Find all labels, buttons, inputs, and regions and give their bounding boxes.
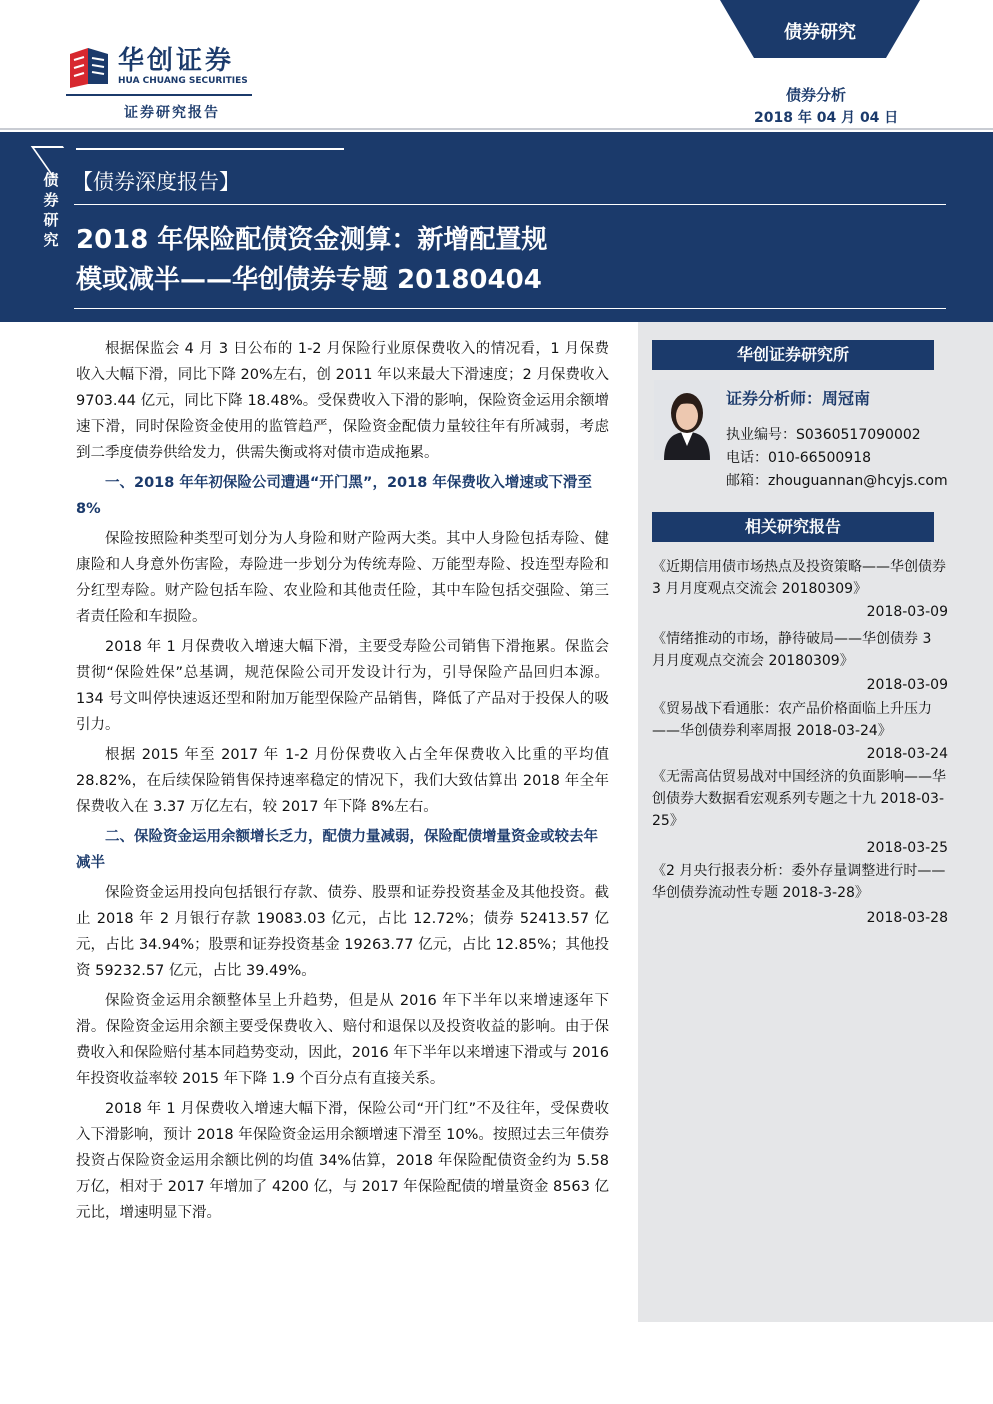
report-body	[76, 336, 609, 1230]
related-report-date: 2018-03-28	[866, 910, 948, 926]
related-reports-header: 相关研究报告	[652, 512, 934, 542]
related-report-1[interactable]: 《近期信用债市场热点及投资策略——华创债券 3 月月度观点交流会 20180309》	[652, 559, 946, 597]
banner-side-label: 债 券 研 究	[43, 171, 59, 249]
analyst-name: 证券分析师：周冠南	[726, 389, 871, 408]
section-heading-1: 一、2018 年年初保险公司遭遇“开门黑”，2018 年保费收入增速或下滑至 8%	[76, 475, 592, 517]
analyst-email[interactable]: 邮箱：zhouguannan@hcyjs.com	[726, 473, 948, 489]
related-report-date: 2018-03-09	[866, 604, 948, 620]
logo-subtitle: 证券研究报告	[124, 105, 220, 121]
banner-rule-top	[74, 204, 946, 205]
report-kind: 【债券深度报告】	[72, 170, 240, 194]
analyst-phone: 电话：010-66500918	[726, 450, 872, 466]
related-report-3[interactable]: 《贸易战下看通胀：农产品价格面临上升压力——华创债券利率周报 2018-03-24》	[652, 701, 932, 739]
body-paragraph: 保险资金运用投向包括银行存款、债券、股票和证券投资基金及其他投资。截止 2018 年 2 月银行存款 19083.03 亿元，占比 12.72%；债券 52413.57 亿元，占比 34.94%；股票和证券投资基金 19263.77 亿元，占比 12.85%；其他投资 59232.57 亿元，占比 39.49%。	[76, 885, 609, 979]
body-paragraph: 2018 年 1 月保费收入增速大幅下滑，主要受寿险公司销售下滑拖累。保监会贯彻“保险姓保”总基调，规范保险公司开发设计行为，引导保险产品回归本源。134 号文叫停快速返还型和附加万能型保险产品销售，降低了产品对于投保人的吸引力。	[76, 639, 609, 733]
document-type: 债券分析	[786, 86, 847, 104]
body-paragraph: 保险资金运用余额整体呈上升趋势，但是从 2016 年下半年以来增速逐年下滑。保险资金运用余额主要受保费收入、赔付和退保以及投资收益的影响。由于保费收入和保险赔付基本同趋势变动，因此，2016 年下半年以来增速下滑或与 2016 年投资收益率较 2015 年下降 1.9 个百分点有直接关系。	[76, 993, 609, 1087]
section-heading-2: 二、保险资金运用余额增长乏力，配债力量减弱，保险配债增量资金或较去年减半	[76, 829, 598, 871]
related-report-date: 2018-03-09	[866, 677, 948, 693]
analyst-photo	[654, 380, 720, 460]
logo-chinese-name: 华创证券	[118, 46, 235, 76]
report-title: 2018 年保险配债资金测算：新增配置规 模或减半——华创债券专题 20180404	[76, 225, 548, 295]
related-report-2[interactable]: 《情绪推动的市场，静待破局——华创债券 3 月月度观点交流会 20180309》	[652, 631, 932, 669]
related-report-date: 2018-03-25	[866, 840, 948, 856]
body-paragraph: 2018 年 1 月保费收入增速大幅下滑，保险公司“开门红”不及往年，受保费收入下滑影响，预计 2018 年保险资金运用余额增速下滑至 10%。按照过去三年债券投资占保险资金运用余额比例的均值 34%估算，2018 年保险配债资金约为 5.58 万亿，相对于 2017 年增加了 4200 亿，与 2017 年保险配债的增量资金 8563 亿元比，增速明显下滑。	[76, 1101, 609, 1221]
logo-divider	[66, 94, 252, 96]
analyst-license: 执业编号：S0360517090002	[726, 427, 921, 443]
body-paragraph: 根据 2015 年至 2017 年 1-2 月份保费收入占全年保费收入比重的平均值 28.82%，在后续保险销售保持速率稳定的情况下，我们大致估算出 2018 年全年保费收入在 3.37 万亿左右，较 2017 年下降 8%左右。	[76, 747, 609, 815]
document-date: 2018 年 04 月 04 日	[754, 110, 899, 126]
category-tab-label: 债券研究	[784, 22, 856, 43]
header-divider	[0, 128, 993, 130]
related-report-4[interactable]: 《无需高估贸易战对中国经济的负面影响——华创债券大数据看宏观系列专题之十九 2018-03-25》	[652, 769, 946, 829]
company-logo	[66, 40, 256, 124]
banner-top-line	[76, 148, 344, 150]
summary-paragraph: 根据保监会 4 月 3 日公布的 1-2 月保险行业原保费收入的情况看，1 月保费收入大幅下滑，同比下降 20%左右，创 2011 年以来最大下滑速度；2 月保费收入 9703.44 亿元，同比下降 18.48%。受保费收入下滑的影响，保险资金运用余额增速下滑，同时保险资金使用的监管趋严，保险资金配债力量较往年有所减弱，考虑到二季度债券供给发力，供需失衡或将对债市造成拖累。	[76, 341, 609, 461]
logo-cube-icon	[66, 44, 112, 90]
banner-rule-bottom	[74, 308, 946, 309]
related-report-5[interactable]: 《2 月央行报表分析：委外存量调整进行时——华创债券流动性专题 2018-3-28》	[652, 863, 946, 901]
related-report-date: 2018-03-24	[866, 746, 948, 762]
body-paragraph: 保险按照险种类型可划分为人身险和财产险两大类。其中人身险包括寿险、健康险和人身意外伤害险，寿险进一步划分为传统寿险、万能型寿险、投连型寿险和分红型寿险。财产险包括车险、农业险和其他责任险，其中车险包括交强险、第三者责任险和车损险。	[76, 531, 609, 625]
institute-header: 华创证券研究所	[652, 340, 934, 370]
logo-english-name: HUA CHUANG SECURITIES	[118, 76, 248, 86]
